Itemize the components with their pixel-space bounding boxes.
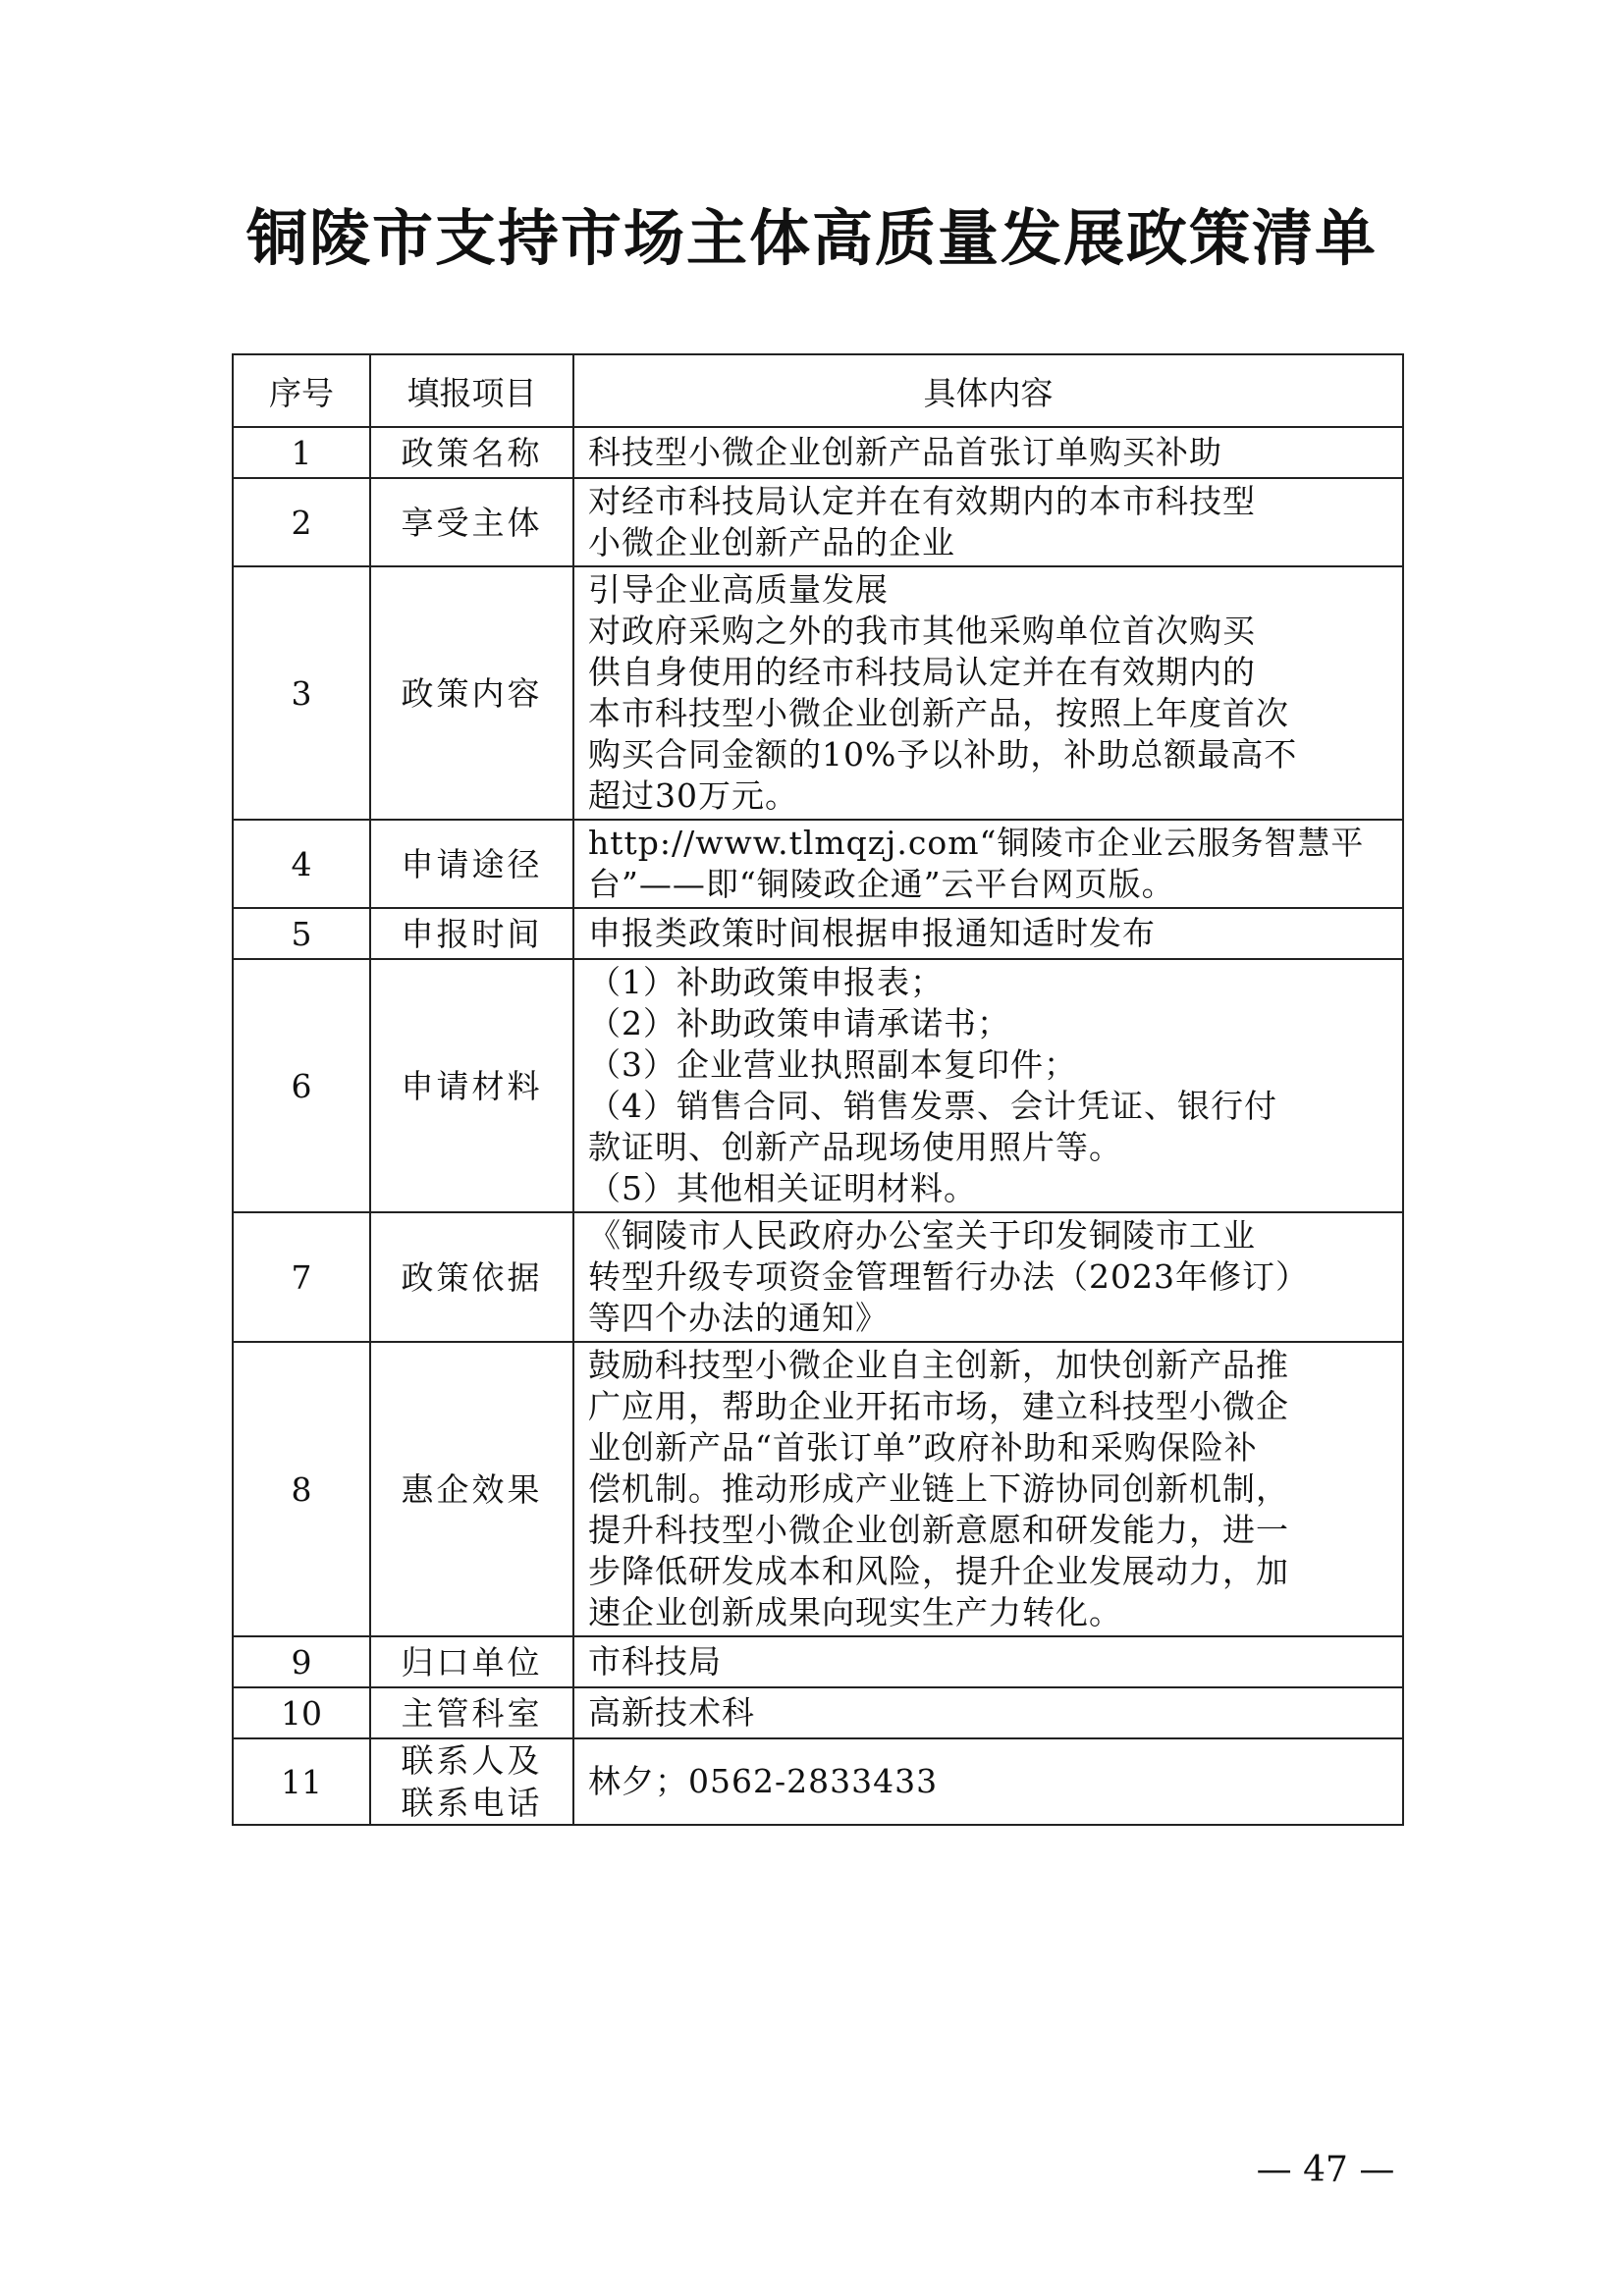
table-row (233, 1687, 1403, 1738)
content-line: 《铜陵市人民政府办公室关于印发铜陵市工业 (588, 1216, 1256, 1255)
policy-table (232, 353, 1404, 1826)
header-item: 填报项目 (370, 354, 573, 427)
content-line: 申报类政策时间根据申报通知适时发布 (588, 914, 1156, 952)
row-seq: 8 (233, 1342, 370, 1636)
content-line: 林夕；0562-2833433 (588, 1762, 939, 1800)
content-line: 本市科技型小微企业创新产品，按照上年度首次 (588, 694, 1289, 732)
row-item-label (370, 1687, 573, 1738)
table-row (233, 1636, 1403, 1687)
content-line: 市科技局 (588, 1642, 722, 1681)
row-seq: 6 (233, 959, 370, 1212)
row-seq: 11 (233, 1738, 370, 1825)
content-line: （2）补助政策申请承诺书； (588, 1004, 1010, 1042)
table-row (233, 478, 1403, 566)
content-line: 等四个办法的通知》 (588, 1299, 889, 1337)
item-label-line: 主管科室 (401, 1693, 543, 1733)
item-label-line: 政策依据 (401, 1257, 543, 1297)
content-line: 对政府采购之外的我市其他采购单位首次购买 (588, 612, 1256, 650)
content-line: （4）销售合同、销售发票、会计凭证、银行付 (588, 1087, 1277, 1125)
row-seq: 2 (233, 478, 370, 566)
row-content (573, 959, 1403, 1212)
row-content (573, 1342, 1403, 1636)
page-number: — 47 — (1256, 2150, 1395, 2190)
row-item-label (370, 820, 573, 908)
content-line: 偿机制。推动形成产业链上下游协同创新机制， (588, 1469, 1289, 1508)
table-row (233, 908, 1403, 959)
row-seq: 5 (233, 908, 370, 959)
row-item-label (370, 1636, 573, 1687)
content-line: 小微企业创新产品的企业 (588, 523, 955, 561)
content-line: 超过30万元。 (588, 776, 798, 815)
table-row (233, 1212, 1403, 1342)
header-content: 具体内容 (573, 354, 1403, 427)
row-item-label (370, 427, 573, 478)
row-seq: 1 (233, 427, 370, 478)
item-label-line: 申请材料 (401, 1066, 543, 1105)
row-item-label (370, 478, 573, 566)
content-line: 速企业创新成果向现实生产力转化。 (588, 1593, 1122, 1631)
item-label-line: 享受主体 (401, 503, 543, 542)
content-line: 供自身使用的经市科技局认定并在有效期内的 (588, 653, 1256, 691)
content-line: 广应用，帮助企业开拓市场，建立科技型小微企 (588, 1387, 1289, 1425)
header-seq: 序号 (233, 354, 370, 427)
item-label-line: 联系电话 (401, 1784, 543, 1822)
row-content (573, 820, 1403, 908)
item-label-line: 归口单位 (401, 1642, 543, 1682)
table-header-row (233, 354, 1403, 427)
row-content (573, 1738, 1403, 1825)
row-item-label (370, 566, 573, 820)
row-content (573, 566, 1403, 820)
content-line: 业创新产品“首张订单”政府补助和采购保险补 (588, 1428, 1258, 1467)
table-row (233, 959, 1403, 1212)
row-seq: 10 (233, 1687, 370, 1738)
content-line: （3）企业营业执照副本复印件； (588, 1045, 1077, 1084)
item-label-line: 政策内容 (401, 673, 543, 713)
content-line: 款证明、创新产品现场使用照片等。 (588, 1128, 1122, 1166)
table-row (233, 566, 1403, 820)
row-content (573, 427, 1403, 478)
content-line: （5）其他相关证明材料。 (588, 1169, 977, 1207)
row-seq: 3 (233, 566, 370, 820)
content-line: 台”——即“铜陵政企通”云平台网页版。 (588, 865, 1175, 903)
content-line: 引导企业高质量发展 (588, 570, 889, 609)
row-seq: 4 (233, 820, 370, 908)
item-label-line: 政策名称 (401, 433, 543, 472)
item-label-line: 申请途径 (401, 844, 543, 883)
table-row (233, 1738, 1403, 1825)
content-line: 对经市科技局认定并在有效期内的本市科技型 (588, 482, 1256, 520)
row-content (573, 478, 1403, 566)
table-row (233, 1342, 1403, 1636)
row-item-label (370, 1738, 573, 1825)
content-line: http://www.tlmqzj.com“铜陵市企业云服务智慧平 (588, 824, 1365, 862)
content-line: 科技型小微企业创新产品首张订单购买补助 (588, 433, 1222, 471)
content-line: 转型升级专项资金管理暂行办法（2023年修订） (588, 1257, 1309, 1296)
table-body (233, 427, 1403, 1825)
row-content (573, 1687, 1403, 1738)
content-line: 购买合同金额的10%予以补助，补助总额最高不 (588, 735, 1298, 774)
content-line: 高新技术科 (588, 1693, 755, 1732)
content-line: 步降低研发成本和风险，提升企业发展动力，加 (588, 1552, 1289, 1590)
row-seq: 7 (233, 1212, 370, 1342)
document-title: 铜陵市支持市场主体高质量发展政策清单 (245, 202, 1378, 274)
item-label-line: 惠企效果 (401, 1469, 543, 1509)
row-item-label (370, 959, 573, 1212)
item-label-line: 联系人及 (401, 1741, 543, 1780)
content-line: 鼓励科技型小微企业自主创新，加快创新产品推 (588, 1346, 1289, 1384)
row-seq: 9 (233, 1636, 370, 1687)
row-content (573, 1636, 1403, 1687)
item-label-line: 申报时间 (401, 914, 543, 953)
table-row (233, 820, 1403, 908)
row-content (573, 908, 1403, 959)
row-item-label (370, 908, 573, 959)
row-item-label (370, 1212, 573, 1342)
row-content (573, 1212, 1403, 1342)
row-item-label (370, 1342, 573, 1636)
content-line: 提升科技型小微企业创新意愿和研发能力，进一 (588, 1511, 1289, 1549)
content-line: （1）补助政策申报表； (588, 963, 944, 1001)
table-row (233, 427, 1403, 478)
